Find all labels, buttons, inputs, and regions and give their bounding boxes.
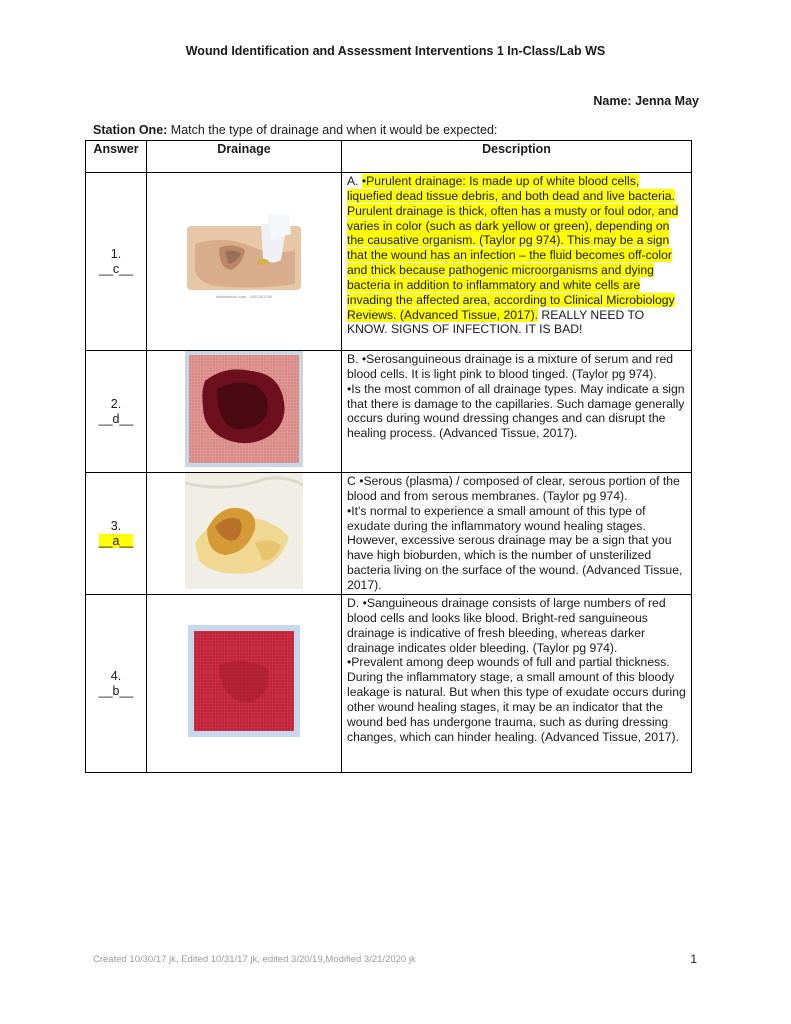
answer-value: __d__ xyxy=(98,411,134,426)
row-number: 2. xyxy=(110,396,122,411)
description-cell-1 xyxy=(342,173,692,351)
desc-note: REALLY NEED TO KNOW. SIGNS OF INFECTION. IT IS BAD! xyxy=(347,307,645,337)
revision-footer: Created 10/30/17 jk, Edited 10/31/17 jk, edited 3/20/19,Modified 3/21/2020 jk xyxy=(93,954,416,965)
desc-paragraph-2: •It's normal to experience a small amount of this type of exudate during the inflammatory wound healing stages. However, excessive serous drainage may be a sign that you have high bioburden, which is the number of unsterilized bacteria living on the surface of the wound. (Advanced Tissue, 2017). xyxy=(347,503,683,592)
page-number: 1 xyxy=(690,952,697,966)
answer-cell-3 xyxy=(86,473,147,595)
highlighted-description: •Purulent drainage: Is made up of white blood cells, liquefied dead tissue debris, and both dead and live bacteria. Purulent drainage is thick, often has a musty or foul odor, and varies in color (such as dark yellow or green), depending on the causative organism. (Taylor pg 974). This may be a sign that the wound has an infection – the fluid becomes off-color and thick because pathogenic microorganisms and dying bacteria in addition to inflammatory and white cells are invading the affected area, according to Clinical Microbiology Reviews. (Advanced Tissue, 2017). xyxy=(347,174,679,322)
drainage-image-cell-4 xyxy=(147,595,342,773)
table-row xyxy=(86,473,692,595)
purulent-drainage-photo xyxy=(185,214,303,304)
station-instructions xyxy=(93,123,497,137)
row-number: 3. xyxy=(110,518,122,533)
drainage-image-cell-2 xyxy=(147,351,342,473)
station-label: Station One: xyxy=(93,123,168,137)
header-drainage: Drainage xyxy=(147,141,342,173)
row-number: 1. xyxy=(110,246,122,261)
desc-paragraph-2: •Prevalent among deep wounds of full and partial thickness. During the inflammatory stage, a small amount of this bloody leakage is natural. But when this type of exudate occurs during other wound healing stages, it may be an indicator that the wound bed has undergone trauma, such as during dressing changes, which can hinder healing. (Advanced Tissue, 2017). xyxy=(347,655,686,744)
table-row xyxy=(86,351,692,473)
table-header-row xyxy=(86,141,692,173)
description-cell-2 xyxy=(342,351,692,473)
drainage-image-cell-3 xyxy=(147,473,342,595)
answer-value: __a__ xyxy=(98,533,134,548)
sanguineous-drainage-photo xyxy=(188,625,300,737)
header-description: Description xyxy=(342,141,692,173)
desc-paragraph-2: •Is the most common of all drainage types. May indicate a sign that there is damage to the capillaries. Such damage generally occurs during wound dressing changes and can disrupt the healing process. (Advanced Tissue, 2017). xyxy=(347,381,685,441)
desc-paragraph-1: B. •Serosanguineous drainage is a mixture of serum and red blood cells. It is light pink to blood tinged. (Taylor pg 974). xyxy=(347,352,674,381)
page-title: Wound Identification and Assessment Interventions 1 In-Class/Lab WS xyxy=(185,44,606,58)
table-row xyxy=(86,173,692,351)
serous-drainage-photo xyxy=(185,473,303,589)
drainage-image-cell-1 xyxy=(147,173,342,351)
table-row xyxy=(86,595,692,773)
station-instruction-text: Match the type of drainage and when it would be expected: xyxy=(167,123,498,137)
desc-paragraph-1: C •Serous (plasma) / composed of clear, serous portion of the blood and from serous membranes. (Taylor pg 974). xyxy=(347,474,680,503)
header-answer: Answer xyxy=(86,141,147,173)
answer-value: __c__ xyxy=(98,261,134,276)
description-cell-3 xyxy=(342,473,692,595)
desc-paragraph-1: D. •Sanguineous drainage consists of large numbers of red blood cells and looks like blood. Bright-red sanguineous drainage is indicative of fresh bleeding, whereas darker drainage indicates older bleeding. (Taylor pg 974). xyxy=(347,596,666,655)
description-cell-4 xyxy=(342,595,692,773)
serosanguineous-drainage-photo xyxy=(185,351,303,467)
row-number: 4. xyxy=(110,668,122,683)
student-name: Name: Jenna May xyxy=(593,94,699,108)
answer-cell-1 xyxy=(86,173,147,351)
desc-prefix: A. xyxy=(347,174,362,188)
answer-cell-4 xyxy=(86,595,147,773)
answer-cell-2 xyxy=(86,351,147,473)
answer-value: __b__ xyxy=(98,683,134,698)
photo-caption: shutterstock.com · 1057261784 xyxy=(215,294,273,299)
drainage-matching-table xyxy=(85,140,692,773)
